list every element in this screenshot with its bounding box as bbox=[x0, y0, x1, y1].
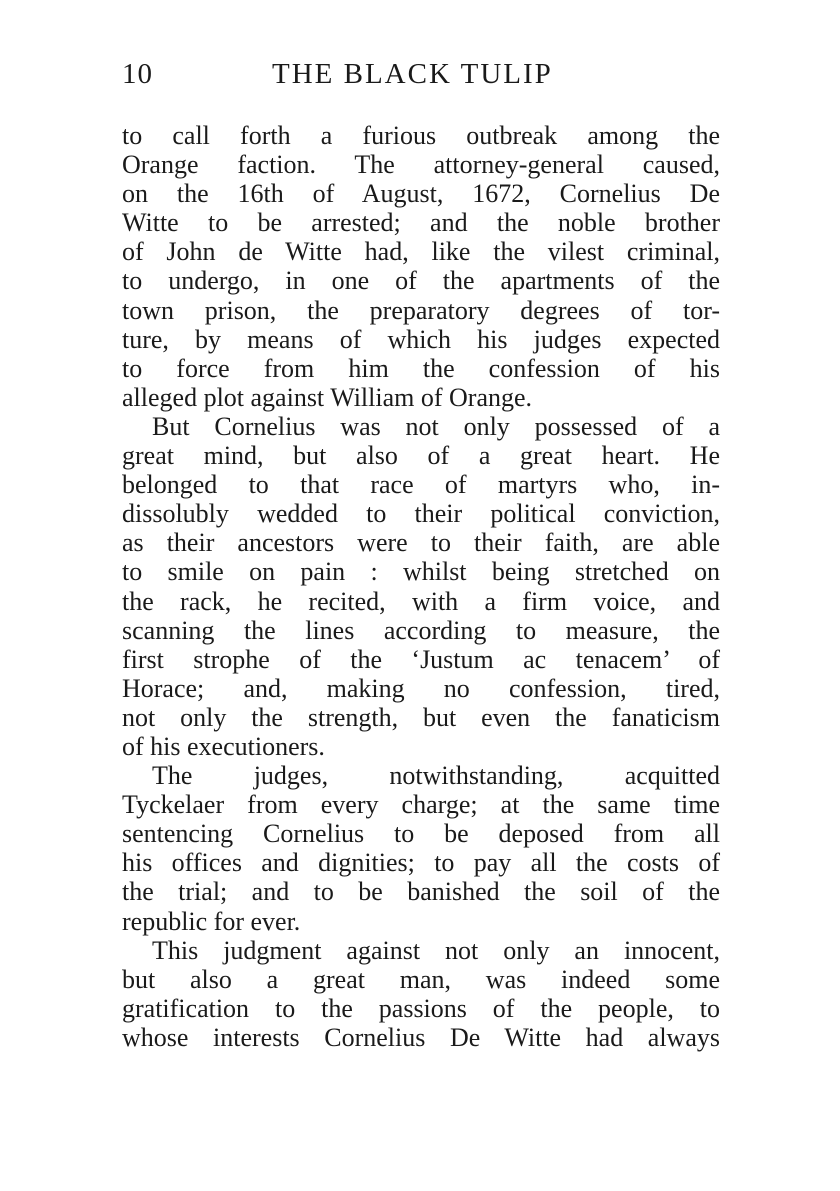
text-line: dissolubly wedded to their political conviction, bbox=[122, 499, 720, 529]
text-line: his offices and dignities; to pay all the costs of bbox=[122, 848, 720, 878]
text-line: as their ancestors were to their faith, are able bbox=[122, 528, 720, 558]
text-line: scanning the lines according to measure, the bbox=[122, 615, 720, 645]
text-line: but also a great man, was indeed some bbox=[122, 964, 720, 994]
text-line: to smile on pain : whilst being stretched on bbox=[122, 557, 720, 587]
page-number: 10 bbox=[122, 58, 153, 90]
text-line: of his executioners. bbox=[122, 731, 325, 761]
text-line: on the 16th of August, 1672, Cornelius De bbox=[122, 179, 720, 209]
text-line: first strophe of the ‘Justum ac tenacem’ of bbox=[122, 644, 720, 674]
text-line: Orange faction. The attorney-general caused, bbox=[122, 150, 720, 180]
text-line: town prison, the preparatory degrees of tor- bbox=[122, 295, 720, 325]
text-line: to call forth a furious outbreak among the bbox=[122, 121, 720, 150]
text-line: Tyckelaer from every charge; at the same time bbox=[122, 790, 720, 820]
text-line: the rack, he recited, with a firm voice, and bbox=[122, 586, 720, 616]
running-head bbox=[122, 58, 720, 98]
body-text bbox=[122, 121, 720, 1052]
text-line: great mind, but also of a great heart. He bbox=[122, 441, 720, 471]
text-line: whose interests Cornelius De Witte had always bbox=[122, 1022, 720, 1052]
running-title: THE BLACK TULIP bbox=[272, 58, 553, 90]
text-line: Horace; and, making no confession, tired, bbox=[122, 673, 720, 703]
text-line: sentencing Cornelius to be deposed from all bbox=[122, 819, 720, 849]
text-line: the trial; and to be banished the soil of the bbox=[122, 877, 720, 907]
text-line: Witte to be arrested; and the noble brother bbox=[122, 208, 720, 238]
text-line: But Cornelius was not only possessed of a bbox=[152, 411, 720, 441]
text-line: not only the strength, but even the fanaticism bbox=[122, 702, 720, 732]
text-line: This judgment against not only an innocent, bbox=[152, 935, 720, 965]
text-line: to force from him the confession of his bbox=[122, 353, 720, 383]
text-line: gratification to the passions of the people, to bbox=[122, 993, 720, 1023]
text-line: alleged plot against William of Orange. bbox=[122, 382, 533, 412]
text-line: republic for ever. bbox=[122, 906, 301, 936]
text-line: The judges, notwithstanding, acquitted bbox=[152, 761, 720, 791]
text-line: ture, by means of which his judges expected bbox=[122, 324, 720, 354]
text-line: of John de Witte had, like the vilest criminal, bbox=[122, 237, 720, 267]
text-line: belonged to that race of martyrs who, in- bbox=[122, 470, 720, 500]
text-line: to undergo, in one of the apartments of the bbox=[122, 266, 720, 296]
